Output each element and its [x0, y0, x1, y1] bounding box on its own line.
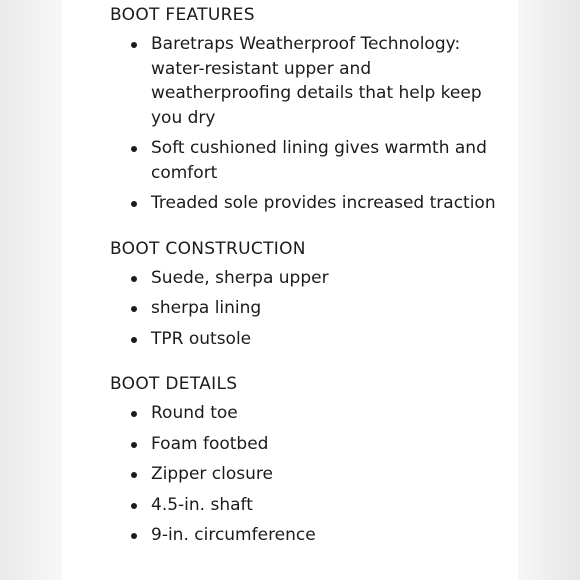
bullet-icon [131, 201, 137, 207]
list-item-text: 4.5-in. shaft [151, 494, 253, 515]
bullet-icon [131, 42, 137, 48]
bullet-icon [131, 276, 137, 282]
list-item [110, 462, 500, 487]
list-item-text: Foam footbed [151, 433, 269, 454]
list-item [110, 32, 500, 130]
bullet-icon [131, 533, 137, 539]
background-right-blur [518, 0, 580, 580]
bullet-icon [131, 337, 137, 343]
section-boot-construction [110, 238, 500, 352]
list-item-text: Round toe [151, 403, 238, 423]
list-item-text: Treaded sole provides increased traction [151, 193, 496, 213]
bullet-icon [131, 306, 137, 312]
list-item [110, 432, 500, 457]
bullet-icon [131, 146, 137, 152]
list-item-text: sherpa lining [151, 298, 262, 318]
construction-list [110, 266, 500, 352]
bullet-icon [131, 472, 137, 478]
list-item [110, 296, 500, 321]
list-item [110, 401, 500, 426]
section-boot-details [110, 373, 500, 548]
details-list [110, 401, 500, 548]
list-item [110, 327, 500, 352]
background-left-blur [0, 0, 62, 580]
bullet-icon [131, 411, 137, 417]
list-item [110, 493, 500, 518]
list-item-text: 9-in. circumference [151, 525, 316, 545]
list-item-text: Baretraps Weatherproof Technology: water-resistant upper and weatherproofing details that help keep you dry [151, 34, 482, 128]
list-item [110, 191, 500, 216]
bullet-icon [131, 442, 137, 448]
list-item [110, 266, 500, 291]
list-item-text: Soft cushioned lining gives warmth and comfort [151, 138, 487, 183]
list-item [110, 136, 500, 185]
list-item-text: TPR outsole [151, 328, 252, 349]
section-title: BOOT CONSTRUCTION [110, 238, 306, 259]
document-page [62, 0, 518, 580]
feature-list [110, 32, 500, 216]
list-item [110, 523, 500, 548]
list-item-text: Zipper closure [151, 464, 273, 484]
product-description [110, 4, 500, 570]
section-title: BOOT DETAILS [110, 374, 238, 394]
list-item-text: Suede, sherpa upper [151, 267, 329, 288]
section-boot-features [110, 4, 500, 216]
section-title: BOOT FEATURES [110, 5, 255, 25]
bullet-icon [131, 503, 137, 509]
